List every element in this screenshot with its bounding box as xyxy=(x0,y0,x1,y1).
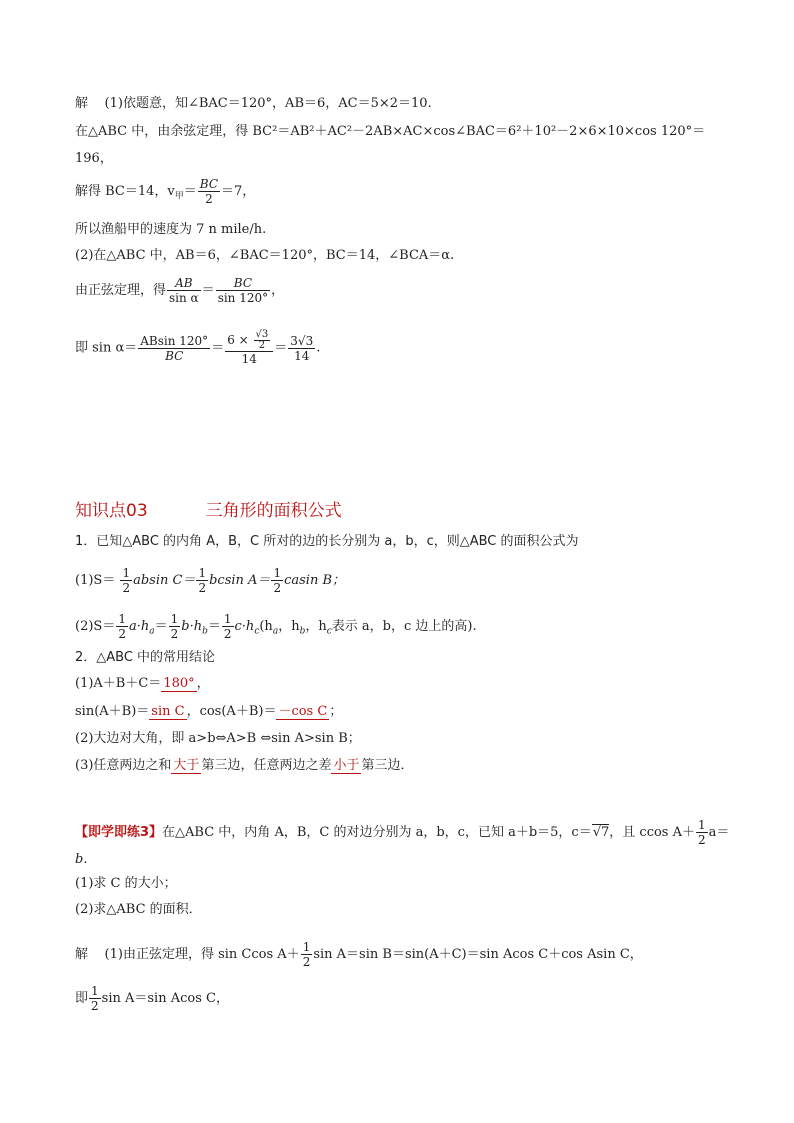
solution-text: 即 sin α＝ xyxy=(75,340,138,356)
conclusion-3 xyxy=(75,731,361,747)
formula-text: ，h xyxy=(278,619,300,634)
solution-line-5 xyxy=(75,222,266,238)
question-text: b. xyxy=(75,852,88,867)
conclusion-text: (1)A＋B＋C＝ xyxy=(75,676,162,691)
denominator: 14 xyxy=(241,352,257,366)
inner-den: 2 xyxy=(258,340,266,351)
numerator: 1 xyxy=(223,612,232,626)
numerator: 1 xyxy=(698,818,706,832)
solution-text: (1)由正弦定理，得 sin Ccos A＋ xyxy=(104,947,300,962)
underlined-answer: 小于 xyxy=(333,758,360,773)
solution-head: 解 xyxy=(75,947,89,962)
half-fraction xyxy=(116,612,128,641)
kp-intro-2 xyxy=(75,650,215,666)
punct: 第三边． xyxy=(361,758,414,773)
solution-head: 解 xyxy=(75,96,89,111)
half-fraction xyxy=(89,984,101,1013)
formula-text: absin C＝ xyxy=(133,573,196,588)
subscript: c xyxy=(326,626,332,637)
fraction xyxy=(288,334,315,363)
underlined-answer: 大于 xyxy=(173,758,200,773)
equals: ＝ xyxy=(183,184,197,199)
denominator: 2 xyxy=(122,581,131,595)
numerator: 1 xyxy=(122,566,131,580)
solution-text: sin A＝sin Acos C， xyxy=(101,991,229,1006)
exercise-sub-2 xyxy=(75,902,202,918)
question-text: 在△ABC 中，内角 A，B，C 的对边分别为 a，b，c，已知 a＋b＝5，c＝ xyxy=(162,825,592,840)
punct: . xyxy=(316,340,321,356)
kp-intro xyxy=(75,534,579,550)
exercise-question xyxy=(75,818,729,847)
numerator: 1 xyxy=(302,940,311,954)
half-fraction xyxy=(696,818,708,847)
numerator: 1 xyxy=(198,566,207,580)
formula-text: (1)S＝ xyxy=(75,573,116,588)
formula-text: (2)S＝ xyxy=(75,619,116,634)
kp-text: 2．△ABC 中的常用结论 xyxy=(75,650,216,665)
subscript: c xyxy=(254,626,260,637)
fraction xyxy=(167,276,201,305)
conclusion-text: sin(A＋B)＝ xyxy=(75,704,150,719)
conclusion-2 xyxy=(75,704,342,720)
exercise-sub-1 xyxy=(75,876,177,892)
subscript: b xyxy=(299,626,306,637)
numerator: 3√3 xyxy=(290,333,314,348)
equals: ＝ xyxy=(201,283,215,298)
underlined-answer: sin C xyxy=(151,704,185,719)
fraction xyxy=(138,334,210,363)
conclusion-4 xyxy=(75,758,413,774)
formula-text: b·h xyxy=(181,619,203,634)
numerator: 1 xyxy=(91,984,99,998)
area-formula-2 xyxy=(75,612,477,641)
punct: ， xyxy=(271,283,285,298)
denominator: 2 xyxy=(91,999,99,1013)
solution-line-8 xyxy=(75,330,320,366)
sqrt-expr: √7 xyxy=(592,825,610,840)
numerator: 1 xyxy=(118,612,126,626)
numerator: BC xyxy=(199,177,219,191)
area-formula-1 xyxy=(75,566,345,595)
inner-num: √3 xyxy=(255,329,269,340)
formula-text: c·h xyxy=(234,619,255,634)
exercise-tag: 【即学即练3】 xyxy=(75,825,163,840)
numerator: BC xyxy=(216,276,270,291)
denominator: 2 xyxy=(118,627,126,641)
exercise-question-cont xyxy=(75,852,87,868)
conclusion-1 xyxy=(75,676,210,692)
punct: ， xyxy=(196,676,210,691)
subscript: a xyxy=(272,626,279,637)
question-text: (2)求△ABC 的面积． xyxy=(75,902,202,917)
denominator: sin α xyxy=(169,291,199,305)
section-code: 知识点03 xyxy=(75,501,148,521)
solution-text: 196， xyxy=(75,151,113,166)
solution-text: 解得 BC＝14，v xyxy=(75,184,175,199)
denominator: 2 xyxy=(223,627,232,641)
denominator: 2 xyxy=(198,581,207,595)
solution-text: (1)依题意，知∠BAC＝120°，AB＝6，AC＝5×2＝10. xyxy=(104,96,432,111)
solution-line-4 xyxy=(75,177,255,206)
solution-text: 即 xyxy=(75,991,89,1006)
question-text: ，且 ccos A＋ xyxy=(609,825,695,840)
denominator: 2 xyxy=(698,833,706,847)
conclusion-text: (2)大边对大角，即 a>b⇔A>B ⇔sin A>sin B； xyxy=(75,731,361,746)
solution-line-3 xyxy=(75,151,113,167)
half-fraction xyxy=(169,612,181,641)
numerator: 1 xyxy=(170,612,179,626)
solution-text: sin A＝sin B＝sin(A＋C)＝sin Acos C＋cos Asin C， xyxy=(313,947,643,962)
num-part: 6 × xyxy=(227,333,249,347)
numerator: 1 xyxy=(273,566,282,580)
exercise-solution-2 xyxy=(75,984,229,1013)
punct: ； xyxy=(329,704,343,719)
formula-text: bcsin A＝ xyxy=(209,573,271,588)
question-text: (1)求 C 的大小； xyxy=(75,876,177,891)
denominator: 2 xyxy=(205,192,213,206)
formula-text: (h xyxy=(259,619,273,634)
formula-text: ，h xyxy=(305,619,327,634)
denominator: sin 120° xyxy=(217,291,269,305)
equals: ＝ xyxy=(207,619,221,634)
fraction xyxy=(216,276,270,305)
solution-line-1 xyxy=(75,96,432,112)
section-name: 三角形的面积公式 xyxy=(205,501,342,521)
question-text: a＝ xyxy=(708,825,730,840)
equals: ＝ xyxy=(154,619,168,634)
solution-line-6 xyxy=(75,248,454,264)
numerator xyxy=(225,330,273,352)
sqrt-value: 7 xyxy=(601,825,610,840)
numerator: AB xyxy=(167,276,201,291)
formula-text: casin B； xyxy=(284,573,345,588)
solution-text: 在△ABC 中，由余弦定理，得 BC²＝AB²＋AC²－2AB×AC×cos∠BAC＝6²＋10²－2×6×10×cos 120°＝ xyxy=(75,124,706,139)
half-fraction xyxy=(301,940,313,969)
denominator: BC xyxy=(165,348,184,363)
solution-text: ＝7， xyxy=(221,184,256,199)
conclusion-text: ，cos(A＋B)＝ xyxy=(186,704,277,719)
solution-text: 由正弦定理，得 xyxy=(75,283,167,298)
denominator: 14 xyxy=(294,348,310,363)
conclusion-text: (3)任意两边之和 xyxy=(75,758,172,773)
equals: ＝ xyxy=(211,340,225,356)
inner-fraction xyxy=(254,330,271,351)
fraction xyxy=(198,177,220,206)
exercise-solution-1 xyxy=(75,940,643,969)
conclusion-text: 第三边，任意两边之差 xyxy=(201,758,332,773)
solution-line-7 xyxy=(75,276,284,305)
solution-text: (2)在△ABC 中，AB＝6，∠BAC＝120°，BC＝14，∠BCA＝α. xyxy=(75,248,455,263)
denominator: 2 xyxy=(170,627,179,641)
half-fraction xyxy=(120,566,132,595)
half-fraction xyxy=(196,566,208,595)
fraction xyxy=(225,330,273,366)
equals: ＝ xyxy=(274,340,288,356)
section-title xyxy=(75,496,342,521)
solution-line-2 xyxy=(75,124,705,140)
subscript: b xyxy=(202,626,208,637)
formula-text: 表示 a，b，c 边上的高). xyxy=(331,619,477,634)
half-fraction xyxy=(271,566,283,595)
denominator: 2 xyxy=(273,581,282,595)
subscript: a xyxy=(149,626,155,637)
formula-text: a·h xyxy=(128,619,150,634)
solution-text: 所以渔船甲的速度为 7 n mile/h. xyxy=(75,222,267,237)
denominator: 2 xyxy=(302,955,311,969)
underlined-answer: －cos C xyxy=(278,704,328,719)
underlined-answer: 180° xyxy=(163,676,195,691)
numerator: ABsin 120° xyxy=(140,333,209,348)
subscript: 甲 xyxy=(174,191,184,202)
kp-text: 1．已知△ABC 的内角 A，B，C 所对的边的长分别为 a，b，c，则△ABC 的面积公式为 xyxy=(75,534,579,549)
half-fraction xyxy=(222,612,234,641)
